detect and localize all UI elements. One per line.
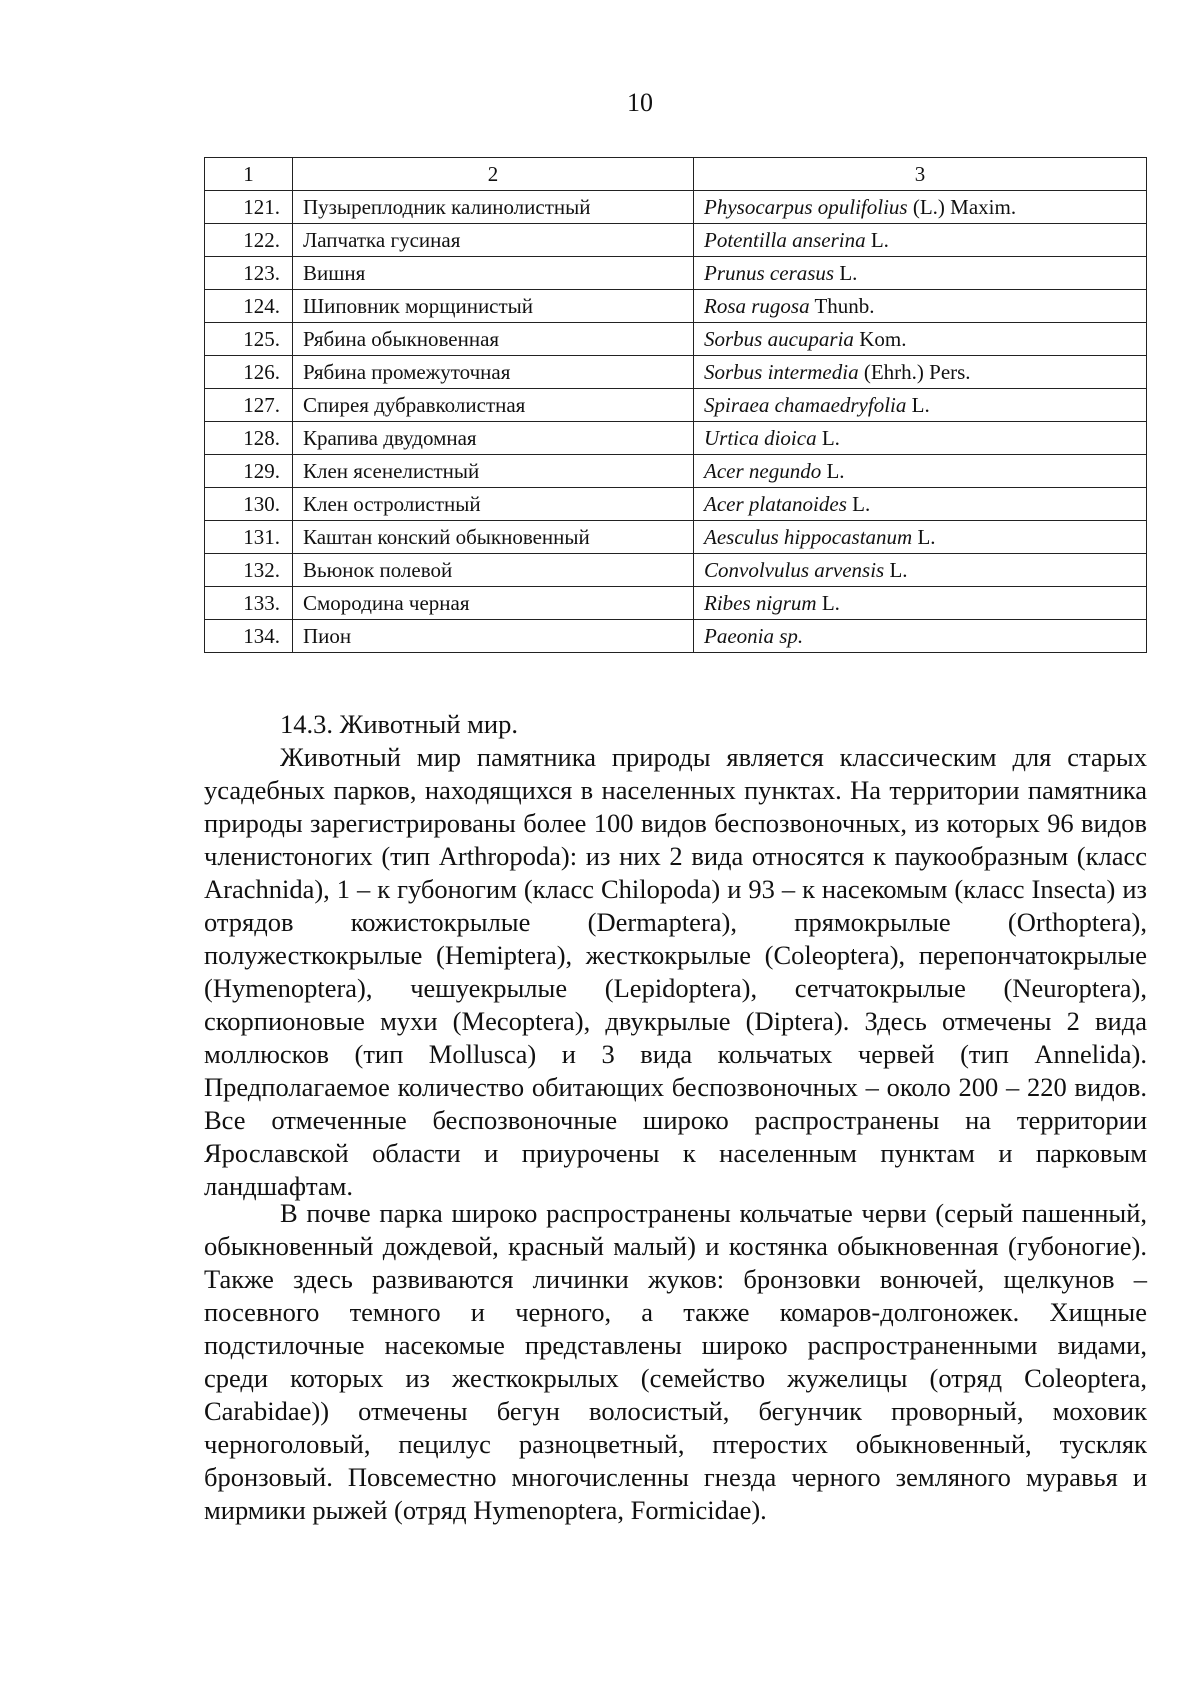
latin-name-cell (694, 257, 1147, 290)
latin-name: Potentilla anserina (704, 228, 866, 252)
row-number: 128. (205, 422, 293, 455)
row-number: 127. (205, 389, 293, 422)
table-row (205, 356, 1147, 389)
latin-name-cell (694, 356, 1147, 389)
latin-name-cell (694, 224, 1147, 257)
russian-name: Пион (293, 620, 694, 653)
row-number: 133. (205, 587, 293, 620)
page-number: 10 (627, 88, 653, 117)
russian-name: Рябина обыкновенная (293, 323, 694, 356)
russian-name: Шиповник морщинистый (293, 290, 694, 323)
latin-name: Spiraea chamaedryfolia (704, 393, 907, 417)
table-row (205, 323, 1147, 356)
table-row (205, 620, 1147, 653)
latin-name: Urtica dioica (704, 426, 817, 450)
row-number: 131. (205, 521, 293, 554)
table-row (205, 554, 1147, 587)
row-number: 125. (205, 323, 293, 356)
table-row (205, 224, 1147, 257)
latin-name: Prunus cerasus (704, 261, 835, 285)
latin-name: Acer negundo (704, 459, 822, 483)
latin-name-cell (694, 389, 1147, 422)
row-number: 126. (205, 356, 293, 389)
russian-name: Клен остролистный (293, 488, 694, 521)
header-col-1: 1 (205, 158, 293, 191)
latin-name: Rosa rugosa (704, 294, 810, 318)
author-name: L. (826, 459, 845, 483)
table-row (205, 389, 1147, 422)
row-number: 134. (205, 620, 293, 653)
author-name: Kom. (859, 327, 907, 351)
header-col-2: 2 (293, 158, 694, 191)
latin-name-cell (694, 587, 1147, 620)
latin-name-cell (694, 620, 1147, 653)
latin-name: Physocarpus opulifolius (704, 195, 908, 219)
author-name: L. (911, 393, 930, 417)
paragraph-soil-fauna: В почве парка широко распространены кольчатые черви (серый пашенный, обыкновенный дождевой, красный малый) и костянка обыкновенная (губоногие). Также здесь развиваются личинки жуков: бронзовки вонючей, щелкунов – посевного темного и черного, а также комаров-долгоножек. Хищные подстилочные насекомые представлены широко распространенными видами, среди которых из жесткокрылых (семейство жужелицы (отряд Coleoptera, Carabidae)) отмечены бегун волосистый, бегунчик проворный, моховик черноголовый, пецилус разноцветный, птеростих обыкновенный, тускляк бронзовый. Повсеместно многочисленны гнезда черного земляного муравья и мирмики рыжей (отряд Hymenoptera, Formicidae). (204, 1198, 1147, 1525)
author-name: (Ehrh.) Pers. (863, 360, 971, 384)
table-row (205, 290, 1147, 323)
russian-name: Вьюнок полевой (293, 554, 694, 587)
table-row (205, 191, 1147, 224)
latin-name-cell (694, 554, 1147, 587)
table-header-row (205, 158, 1147, 191)
row-number: 121. (205, 191, 293, 224)
latin-name: Convolvulus arvensis (704, 558, 885, 582)
table-row (205, 422, 1147, 455)
section-heading: 14.3. Животный мир. (280, 709, 518, 739)
table-row (205, 488, 1147, 521)
latin-name: Aesculus hippocastanum (704, 525, 913, 549)
row-number: 122. (205, 224, 293, 257)
author-name: L. (852, 492, 871, 516)
latin-name-cell (694, 422, 1147, 455)
latin-name-cell (694, 290, 1147, 323)
latin-name: Acer platanoides (704, 492, 847, 516)
author-name: L. (821, 591, 840, 615)
row-number: 130. (205, 488, 293, 521)
russian-name: Каштан конский обыкновенный (293, 521, 694, 554)
paragraph-fauna-overview: Животный мир памятника природы является классическим для старых усадебных парков, находящихся в населенных пунктах. На территории памятника природы зарегистрированы более 100 видов беспозвоночных, из которых 96 видов членистоногих (тип Arthropoda): из них 2 вида относятся к паукообразным (класс Arachnida), 1 – к губоногим (класс Chilopoda) и 93 – к насекомым (класс Insecta) из отрядов кожистокрылые (Dermaptera), прямокрылые (Orthoptera), полужесткокрылые (Hemiptera), жесткокрылые (Coleoptera), перепончатокрылые (Hymenoptera), чешуекрылые (Lepidoptera), сетчатокрылые (Neuroptera), скорпионовые мухи (Mecoptera), двукрылые (Diptera). Здесь отмечены 2 вида моллюсков (тип Mollusca) и 3 вида кольчатых червей (тип Annelida). Предполагаемое количество обитающих беспозвоночных – около 200 – 220 видов. Все отмеченные беспозвоночные широко распространены на территории Ярославской области и приурочены к населенным пунктам и парковым ландшафтам. (204, 742, 1147, 1201)
row-number: 129. (205, 455, 293, 488)
latin-name: Sorbus intermedia (704, 360, 859, 384)
latin-name: Sorbus aucuparia (704, 327, 854, 351)
russian-name: Вишня (293, 257, 694, 290)
row-number: 132. (205, 554, 293, 587)
latin-name-cell (694, 521, 1147, 554)
russian-name: Лапчатка гусиная (293, 224, 694, 257)
latin-name-cell (694, 488, 1147, 521)
table-row (205, 455, 1147, 488)
latin-name-cell (694, 191, 1147, 224)
author-name: L. (870, 228, 889, 252)
latin-name: Paeonia sp. (704, 624, 804, 648)
species-table (204, 157, 1147, 653)
author-name: (L.) Maxim. (912, 195, 1017, 219)
russian-name: Рябина промежуточная (293, 356, 694, 389)
russian-name: Спирея дубравколистная (293, 389, 694, 422)
author-name: L. (821, 426, 840, 450)
latin-name-cell (694, 323, 1147, 356)
author-name: Thunb. (814, 294, 875, 318)
author-name: L. (889, 558, 908, 582)
latin-name-cell (694, 455, 1147, 488)
row-number: 123. (205, 257, 293, 290)
author-name: L. (917, 525, 936, 549)
author-name: L. (839, 261, 858, 285)
russian-name: Пузыреплодник калинолистный (293, 191, 694, 224)
table-row (205, 257, 1147, 290)
header-col-3: 3 (694, 158, 1147, 191)
table-row (205, 521, 1147, 554)
russian-name: Смородина черная (293, 587, 694, 620)
russian-name: Клен ясенелистный (293, 455, 694, 488)
table-row (205, 587, 1147, 620)
russian-name: Крапива двудомная (293, 422, 694, 455)
latin-name: Ribes nigrum (704, 591, 817, 615)
row-number: 124. (205, 290, 293, 323)
